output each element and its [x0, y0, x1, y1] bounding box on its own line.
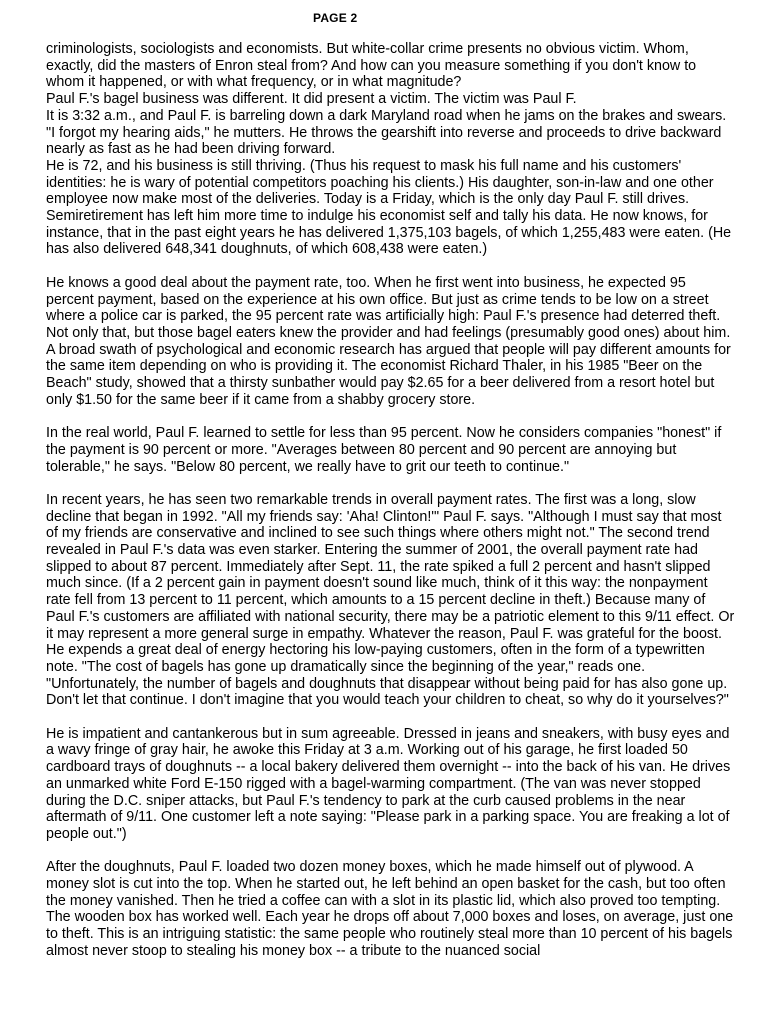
article-body	[46, 41, 736, 960]
paragraph: He is impatient and cantankerous but in sum agreeable. Dressed in jeans and sneakers, with busy eyes and a wavy fringe of gray hair, he awoke this Friday at 3 a.m. Working out of his garage, he first loaded 50 cardboard trays of doughnuts -- a local bakery delivered them overnight -- into the back of his van. He drives an unmarked white Ford E-150 rigged with a bagel-warming compartment. (The van was never stopped during the D.C. sniper attacks, but Paul F.'s tendency to park at the curb caused problems in the near aftermath of 9/11. One customer left a note saying: "Please park in a parking space. You are freaking a lot of people out.")	[46, 725, 731, 842]
paragraph: criminologists, sociologists and economists. But white-collar crime presents no obvious victim. Whom, exactly, did the masters of Enron steal from? And how can you measure something if you don't know to whom it happened, or with what frequency, or in what magnitude?	[46, 41, 697, 91]
paragraph: In the real world, Paul F. learned to settle for less than 95 percent. Now he considers companies "honest" if the payment is 90 percent or more. "Averages between 80 percent and 90 percent are annoying but tolerable," he says. "Below 80 percent, we really have to grit our teeth to continue."	[46, 425, 722, 475]
paragraph: He is 72, and his business is still thriving. (Thus his request to mask his full name and his customers' identities: he is wary of potential competitors poaching his clients.) His daughter, son-in-law and one other employee now make most of the deliveries. Today is a Friday, which is the only day Paul F. still drives. Semiretirement has left him more time to indulge his economist self and tally his data. He now knows, for instance, that in the past eight years he has delivered 1,375,103 bagels, of which 1,255,483 were eaten. (He has also delivered 648,341 doughnuts, of which 608,438 were eaten.)	[46, 157, 732, 258]
paragraph: He knows a good deal about the payment rate, too. When he first went into business, he expected 95 percent payment, based on the experience at his own office. But just as crime tends to be low on a street where a police car is parked, the 95 percent rate was artificially high: Paul F.'s presence had deterred theft. Not only that, but those bagel eaters knew the provider and had feelings (presumably good ones) about him. A broad swath of psychological and economic research has argued that people will pay different amounts for the same item depending on who is providing it. The economist Richard Thaler, in his 1985 "Beer on the Beach" study, showed that a thirsty sunbather would pay $2.65 for a beer delivered from a resort hotel but only $1.50 for the same beer if it came from a shabby grocery store.	[46, 274, 731, 408]
paragraph: In recent years, he has seen two remarkable trends in overall payment rates. The first was a long, slow decline that began in 1992. "All my friends say: 'Aha! Clinton!'" Paul F. says. "Although I must say that most of my friends are conservative and inclined to see such things where others might not." The second trend revealed in Paul F.'s data was even starker. Entering the summer of 2001, the overall payment rate had slipped to about 87 percent. Immediately after Sept. 11, the rate spiked a full 2 percent and hasn't slipped much since. (If a 2 percent gain in payment doesn't sound like much, think of it this way: the nonpayment rate fell from 13 percent to 11 percent, which amounts to a 15 percent decline in theft.) Because many of Paul F.'s customers are affiliated with national security, there may be a patriotic element to this 9/11 effect. Or it may represent a more general surge in empathy. Whatever the reason, Paul F. was grateful for the boost. He expends a great deal of energy hectoring his low-paying customers, often in the form of a typewritten note. "The cost of bagels has gone up dramatically since the beginning of the year," reads one. "Unfortunately, the number of bagels and doughnuts that disappear without being paid for has also gone up. Don't let that continue. I don't imagine that you would teach your children to cheat, so why do it yourselves?"	[46, 491, 735, 709]
paragraph: After the doughnuts, Paul F. loaded two dozen money boxes, which he made himself out of plywood. A money slot is cut into the top. When he started out, he left behind an open basket for the cash, but too often the money vanished. Then he tried a coffee can with a slot in its plastic lid, which also proved too tempting. The wooden box has worked well. Each year he drops off about 7,000 boxes and loses, on average, just one to theft. This is an intriguing statistic: the same people who routinely steal more than 10 percent of his bagels almost never stoop to stealing his money box -- a tribute to the nuanced social	[46, 859, 734, 959]
paragraph: It is 3:32 a.m., and Paul F. is barreling down a dark Maryland road when he jams on the brakes and swears. "I forgot my hearing aids," he mutters. He throws the gearshift into reverse and proceeds to drive backward nearly as fast as he had been driving forward.	[46, 107, 727, 158]
page-number-header: PAGE 2	[313, 11, 358, 25]
paragraph: Paul F.'s bagel business was different. It did present a victim. The victim was Paul F.	[46, 91, 577, 108]
